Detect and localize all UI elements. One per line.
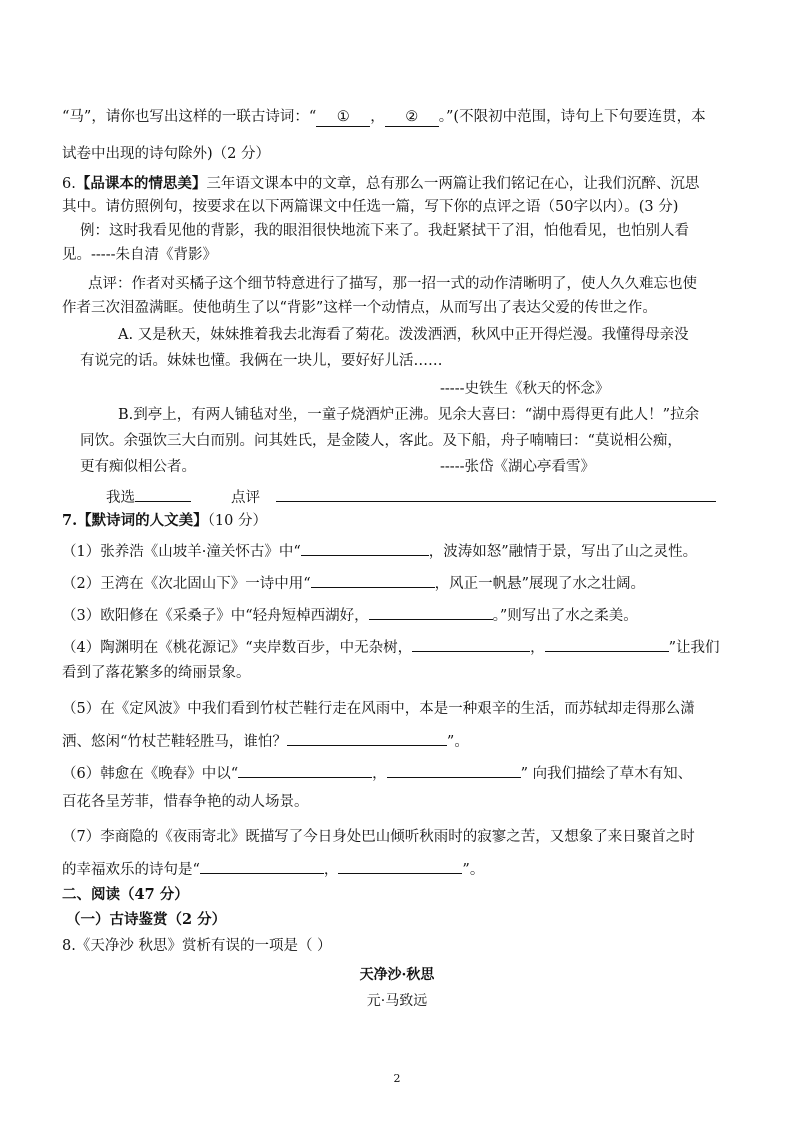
q7-item-3-pre: （3）欧阳修在《采桑子》中“轻舟短棹西湖好， — [62, 608, 369, 624]
section-2-title: 二、阅读（47 分） — [62, 886, 189, 903]
q6-option-a-source: -----史铁生《秋天的怀念》 — [440, 381, 610, 397]
q7-item-6-line2: 百花各呈芳菲，惜春争艳的动人场景。 — [62, 794, 309, 810]
q6-example-line2: 见。-----朱自清《背影》 — [62, 247, 217, 263]
q6-heading — [62, 175, 699, 193]
q5-blank-1: ① — [316, 108, 370, 127]
q5-sep: ， — [370, 109, 385, 125]
q7-item-4 — [62, 636, 720, 657]
q6-option-a-line2: 有说完的话。妹妹也懂。我俩在一块儿，要好好儿活…… — [80, 353, 443, 369]
q6-line2: 其中。请仿照例句，按要求在以下两篇课文中任选一篇，写下你的点评之语（50字以内）。(3 分) — [62, 199, 679, 215]
q7-item-5-blank[interactable] — [287, 730, 447, 746]
q7-item-4-pre: （4）陶渊明在《桃花源记》“夹岸数百步，中无杂树， — [62, 640, 413, 656]
q6-comment-label: 点评 — [231, 490, 260, 506]
q6-comment-line2: 作者三次泪盈满眶。使他萌生了以“背影”这样一个动情点，从而写出了表达父爱的传世之作。 — [62, 300, 657, 316]
q7-item-7 — [62, 858, 484, 879]
q7-item-2-blank[interactable] — [311, 572, 435, 588]
q7-item-6-mid: ， — [372, 766, 387, 782]
q7-item-7-blank-1[interactable] — [200, 858, 324, 874]
poem-author: 元·马致远 — [366, 993, 428, 1009]
q7-item-6-pre: （6）韩愈在《晚春》中以“ — [62, 766, 239, 782]
q7-item-7-blank-2[interactable] — [338, 858, 462, 874]
q6-option-b-line3 — [80, 458, 196, 476]
poem-title: 天净沙·秋思 — [359, 967, 435, 983]
q5-blank-2: ② — [385, 108, 439, 127]
section-2-sub1: （一）古诗鉴赏（2 分） — [66, 911, 227, 928]
q5-line1-post: 。”(不限初中范围，诗句上下句要连贯，本 — [438, 109, 706, 125]
q7-item-1-blank[interactable] — [301, 540, 429, 556]
q7-item-3 — [62, 604, 638, 625]
q7-item-2 — [62, 572, 645, 593]
q7-item-1-pre: （1）张养浩《山坡羊·潼关怀古》中“ — [62, 544, 301, 560]
q7-item-5-post: ”。 — [446, 734, 469, 750]
q8-stem: 8.《天净沙 秋思》赏析有误的一项是（ ） — [62, 938, 332, 954]
q6-answer-row — [106, 486, 716, 507]
q7-item-4-post: ”让我们 — [668, 640, 720, 656]
q7-item-4-blank-2[interactable] — [545, 636, 669, 652]
q6-title: 【品课本的情思美】 — [75, 175, 207, 192]
q7-item-6-blank-1[interactable] — [238, 762, 372, 778]
q6-comment-blank[interactable] — [276, 486, 716, 502]
q7-number: 7. — [62, 512, 78, 529]
q7-item-7-line1: （7）李商隐的《夜雨寄北》既描写了今日身处巴山倾听秋雨时的寂寥之苦，又想象了来日聚首之时 — [62, 829, 695, 845]
q6-option-b-source: -----张岱《湖心亭看雪》 — [440, 459, 595, 475]
q7-item-2-post: ，风正一帆悬”展现了水之壮阔。 — [434, 576, 646, 592]
q7-score: （10 分） — [207, 513, 267, 529]
q5-line1-pre: “马”，请你也写出这样的一联古诗词：“ — [62, 109, 317, 125]
q6-choose-blank[interactable] — [135, 486, 191, 502]
q7-item-1 — [62, 540, 697, 561]
q5-line1 — [62, 108, 706, 127]
q7-item-4-blank-1[interactable] — [412, 636, 530, 652]
q7-item-7-pre: 的幸福欢乐的诗句是“ — [62, 862, 200, 878]
q7-item-2-pre: （2）王湾在《次北固山下》一诗中用“ — [62, 576, 311, 592]
q7-item-3-post: 。”则写出了水之柔美。 — [492, 608, 638, 624]
q7-item-6 — [62, 762, 692, 783]
q7-item-6-post: ” 向我们描绘了草木有知、 — [520, 766, 693, 782]
q6-option-b-line2: 同饮。余强饮三大白而别。问其姓氏，是金陵人，客此。及下船，舟子喃喃曰：“莫说相公痴， — [80, 433, 682, 449]
q7-heading — [62, 512, 267, 530]
q6-option-a-line1: A. 又是秋天，妹妹推着我去北海看了菊花。泼泼洒洒，秋风中正开得烂漫。我懂得母亲没 — [118, 327, 689, 343]
q6-example-line1: 例：这时我看见他的背影，我的眼泪很快地流下来了。我赶紧拭干了泪，怕他看见，也怕别人看 — [80, 223, 689, 239]
q7-item-7-mid: ， — [323, 862, 339, 878]
q7-item-5-line1: （5）在《定风波》中我们看到竹杖芒鞋行走在风雨中，本是一种艰辛的生活，而苏轼却走得那么潇 — [62, 701, 695, 717]
q7-item-4-mid: ， — [530, 640, 545, 656]
q6-option-b-line1: B.到亭上，有两人铺毡对坐，一童子烧酒炉正沸。见余大喜曰：“湖中焉得更有此人！”拉余 — [118, 407, 700, 423]
q7-item-1-post: ，波涛如怒”融情于景，写出了山之灵性。 — [428, 544, 698, 560]
q6-comment-line1: 点评：作者对买橘子这个细节特意进行了描写，那一招一式的动作清晰明了，使人久久难忘也使 — [88, 276, 697, 292]
q7-item-7-post: ”。 — [462, 862, 485, 878]
q5-line2: 试卷中出现的诗句除外)（2 分） — [62, 146, 270, 162]
q7-item-4-line2: 看到了落花繁多的绮丽景象。 — [62, 665, 251, 681]
q6-option-b-line3-text: 更有痴似相公者。 — [80, 459, 196, 475]
q6-number: 6. — [62, 176, 76, 192]
q6-line1: 三年语文课本中的文章，总有那么一两篇让我们铭记在心，让我们沉醉、沉思 — [206, 176, 700, 192]
q6-choose-label: 我选 — [106, 490, 135, 506]
q7-item-6-blank-2[interactable] — [387, 762, 521, 778]
q7-title: 【默诗词的人文美】 — [77, 512, 208, 529]
page-number: 2 — [393, 1072, 401, 1085]
q7-item-5-pre: 洒、悠闲“竹杖芒鞋轻胜马，谁怕？ — [62, 734, 287, 750]
q7-item-3-blank[interactable] — [369, 604, 493, 620]
q7-item-5 — [62, 730, 469, 751]
